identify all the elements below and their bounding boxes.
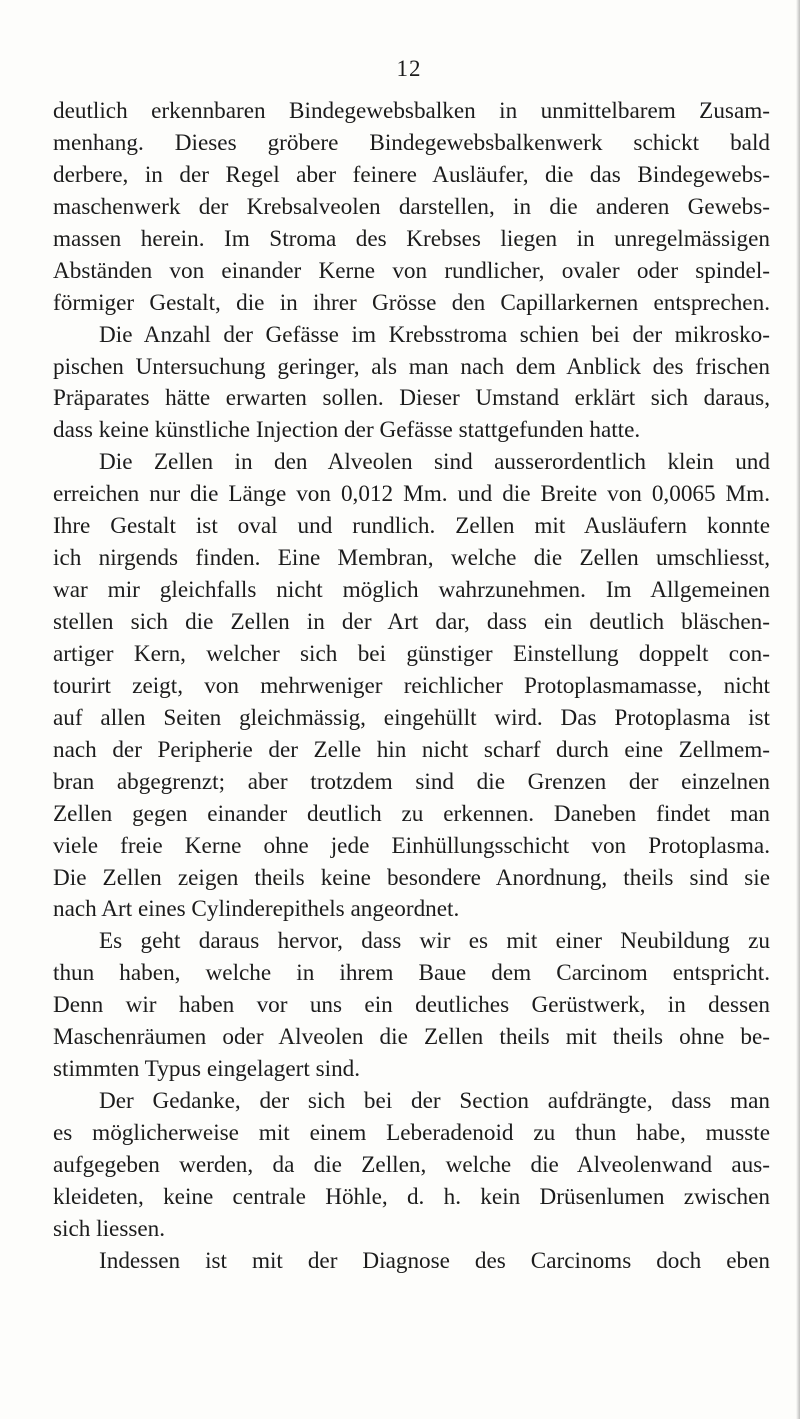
text-line: Die Anzahl der Gefässe im Krebsstroma schien bei der mikrosko- <box>99 321 770 348</box>
text-line: tourirt zeigt, von mehrweniger reichlicher Protoplasmamasse, nicht <box>53 672 770 699</box>
text-line: Denn wir haben vor uns ein deutliches Gerüstwerk, in dessen <box>53 992 770 1019</box>
text-line: Der Gedanke, der sich bei der Section aufdrängte, dass man <box>99 1088 770 1115</box>
text-line: artiger Kern, welcher sich bei günstiger Einstellung doppelt con- <box>53 640 770 667</box>
text-line: Es geht daraus hervor, dass wir es mit einer Neubildung zu <box>99 928 770 955</box>
text-line: menhang. Dieses gröbere Bindegewebsbalkenwerk schickt bald <box>53 129 770 156</box>
text-line: pischen Untersuchung geringer, als man nach dem Anblick des frischen <box>53 353 770 380</box>
page-edge-shadow <box>796 0 800 1419</box>
text-line: dass keine künstliche Injection der Gefässe stattgefunden hatte. <box>53 417 641 444</box>
text-line: es möglicherweise mit einem Leberadenoid zu thun habe, musste <box>53 1120 770 1146</box>
text-line: Abständen von einander Kerne von rundlicher, ovaler oder spindel- <box>53 257 770 284</box>
page-number: 12 <box>396 56 422 81</box>
text-line: nach Art eines Cylinderepithels angeordnet. <box>53 896 460 923</box>
text-line: thun haben, welche in ihrem Baue dem Carcinom entspricht. <box>53 960 770 987</box>
text-line: Maschenräumen oder Alveolen die Zellen theils mit theils ohne be- <box>53 1024 770 1051</box>
text-line: deutlich erkennbaren Bindegewebsbalken in unmittelbarem Zusam- <box>53 98 770 124</box>
text-line: war mir gleichfalls nicht möglich wahrzunehmen. Im Allgemeinen <box>53 577 770 604</box>
text-line: stellen sich die Zellen in der Art dar, dass ein deutlich bläschen- <box>53 609 770 635</box>
body-text <box>53 96 770 1278</box>
text-line: maschenwerk der Krebsalveolen darstellen, in die anderen Gewebs- <box>53 193 770 220</box>
text-line: kleideten, keine centrale Höhle, d. h. kein Drüsenlumen zwischen <box>53 1183 770 1210</box>
text-line: erreichen nur die Länge von 0,012 Mm. und die Breite von 0,0065 Mm. <box>53 481 770 508</box>
text-line: Die Zellen in den Alveolen sind ausserordentlich klein und <box>99 449 770 476</box>
text-line: förmiger Gestalt, die in ihrer Grösse den Capillarkernen entsprechen. <box>53 289 770 316</box>
text-line: sich liessen. <box>53 1215 166 1242</box>
text-line: Indessen ist mit der Diagnose des Carcinoms doch eben <box>99 1247 770 1274</box>
text-line: derbere, in der Regel aber feinere Ausläufer, die das Bindegewebs- <box>53 161 770 188</box>
text-line: ich nirgends finden. Eine Membran, welche die Zellen umschliesst, <box>53 545 770 572</box>
text-line: viele freie Kerne ohne jede Einhüllungsschicht von Protoplasma. <box>53 832 770 859</box>
text-line: nach der Peripherie der Zelle hin nicht scharf durch eine Zellmem- <box>53 736 770 763</box>
text-line: aufgegeben werden, da die Zellen, welche die Alveolenwand aus- <box>53 1151 770 1178</box>
text-line: massen herein. Im Stroma des Krebses liegen in unregelmässigen <box>53 225 770 252</box>
text-line: Die Zellen zeigen theils keine besondere Anordnung, theils sind sie <box>53 864 770 891</box>
text-line: bran abgegrenzt; aber trotzdem sind die Grenzen der einzelnen <box>53 768 770 795</box>
text-line: Zellen gegen einander deutlich zu erkennen. Daneben findet man <box>53 800 770 827</box>
text-line: stimmten Typus eingelagert sind. <box>53 1056 361 1083</box>
text-line: Präparates hätte erwarten sollen. Dieser Umstand erklärt sich daraus, <box>53 385 770 412</box>
text-line: Ihre Gestalt ist oval und rundlich. Zellen mit Ausläufern konnte <box>53 513 770 540</box>
text-line: auf allen Seiten gleichmässig, eingehüllt wird. Das Protoplasma ist <box>53 704 770 731</box>
